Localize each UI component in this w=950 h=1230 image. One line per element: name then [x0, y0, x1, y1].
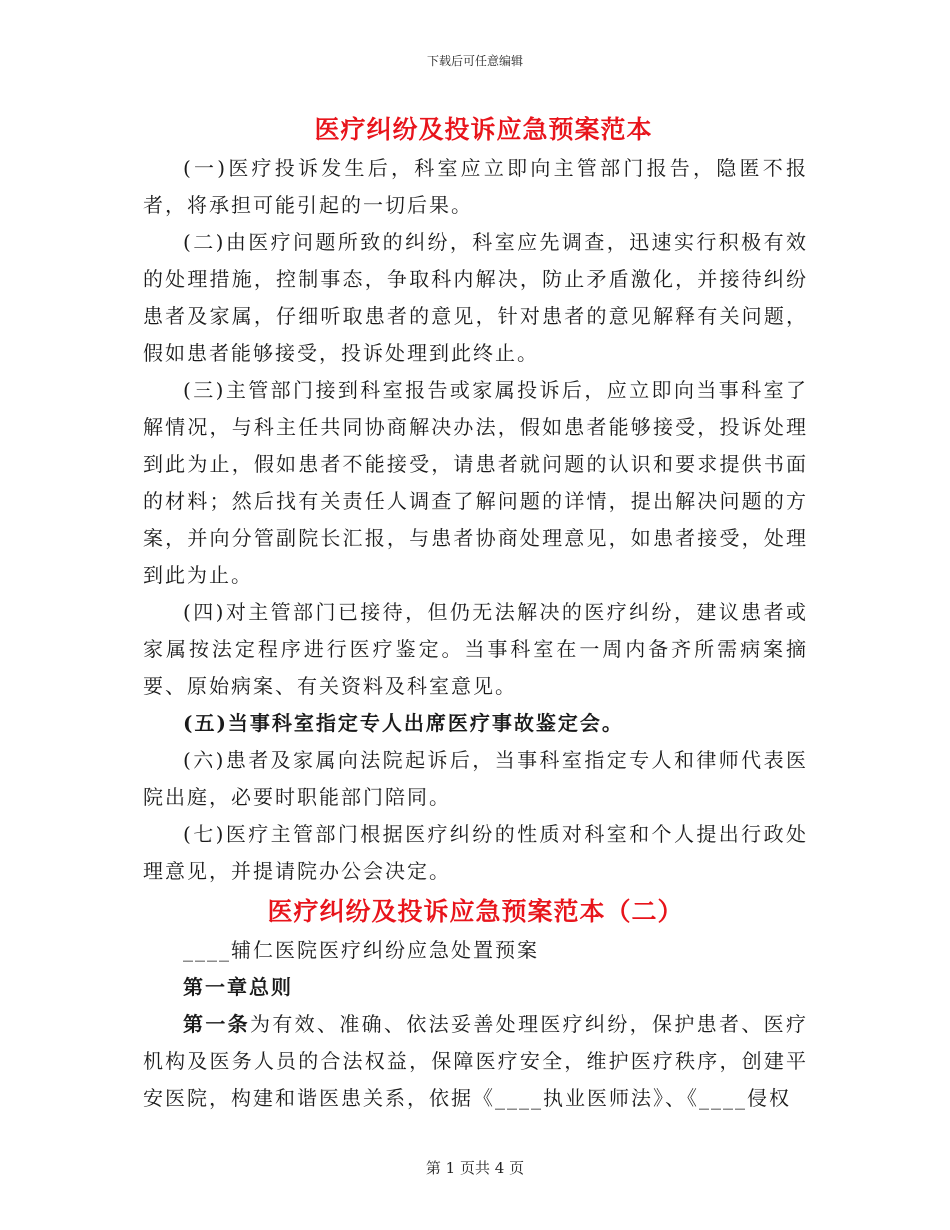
article-1: [143, 1006, 808, 1117]
page-footer: 第 1 页共 4 页: [425, 1159, 525, 1177]
paragraph-6: (六)患者及家属向法院起诉后，当事科室指定专人和律师代表医院出庭，必要时职能部门陪同。: [143, 748, 808, 809]
paragraph-2: (二)由医疗问题所致的纠纷，科室应先调查，迅速实行积极有效的处理措施，控制事态，争取科内解决，防止矛盾激化，并接待纠纷患者及家属，仔细听取患者的意见，针对患者的意见解释有关问题，假如患者能够接受，投诉处理到此终止。: [143, 230, 808, 365]
chapter-heading: 第一章总则: [183, 975, 293, 999]
paragraph-3: (三)主管部门接到科室报告或家属投诉后，应立即向当事科室了解情况，与科主任共同协商解决办法，假如患者能够接受，投诉处理到此为止，假如患者不能接受，请患者就问题的认识和要求提供书面的材料；然后找有关责任人调查了解问题的详情，提出解决问题的方案，并向分管副院长汇报，与患者协商处理意见，如患者接受，处理到此为止。: [143, 378, 808, 587]
paragraph-5: (五)当事科室指定专人出席医疗事故鉴定会。: [183, 711, 624, 735]
section-title: 医疗纠纷及投诉应急预案范本（二）: [267, 897, 684, 926]
article-1-text: 为有效、准确、依法妥善处理医疗纠纷，保护患者、医疗机构及医务人员的合法权益，保障医疗安全，维护医疗秩序，创建平安医院，构建和谐医患关系，依据《____执业医师法》、《____侵权: [143, 1012, 808, 1110]
document-title: 医疗纠纷及投诉应急预案范本: [314, 115, 653, 144]
page-header: 下载后可任意编辑: [426, 54, 523, 68]
article-1-lead: 第一条: [183, 1012, 250, 1036]
paragraph-7: (七)医疗主管部门根据医疗纠纷的性质对科室和个人提出行政处理意见，并提请院办公会决定。: [143, 822, 808, 883]
document-body: [143, 110, 808, 1117]
paragraph-4: (四)对主管部门已接待，但仍无法解决的医疗纠纷，建议患者或家属按法定程序进行医疗鉴定。当事科室在一周内备齐所需病案摘要、原始病案、有关资料及科室意见。: [143, 600, 808, 698]
section-subtitle: ____辅仁医院医疗纠纷应急处置预案: [183, 938, 539, 962]
paragraph-1: (一)医疗投诉发生后，科室应立即向主管部门报告，隐匿不报者，将承担可能引起的一切后果。: [143, 156, 808, 217]
